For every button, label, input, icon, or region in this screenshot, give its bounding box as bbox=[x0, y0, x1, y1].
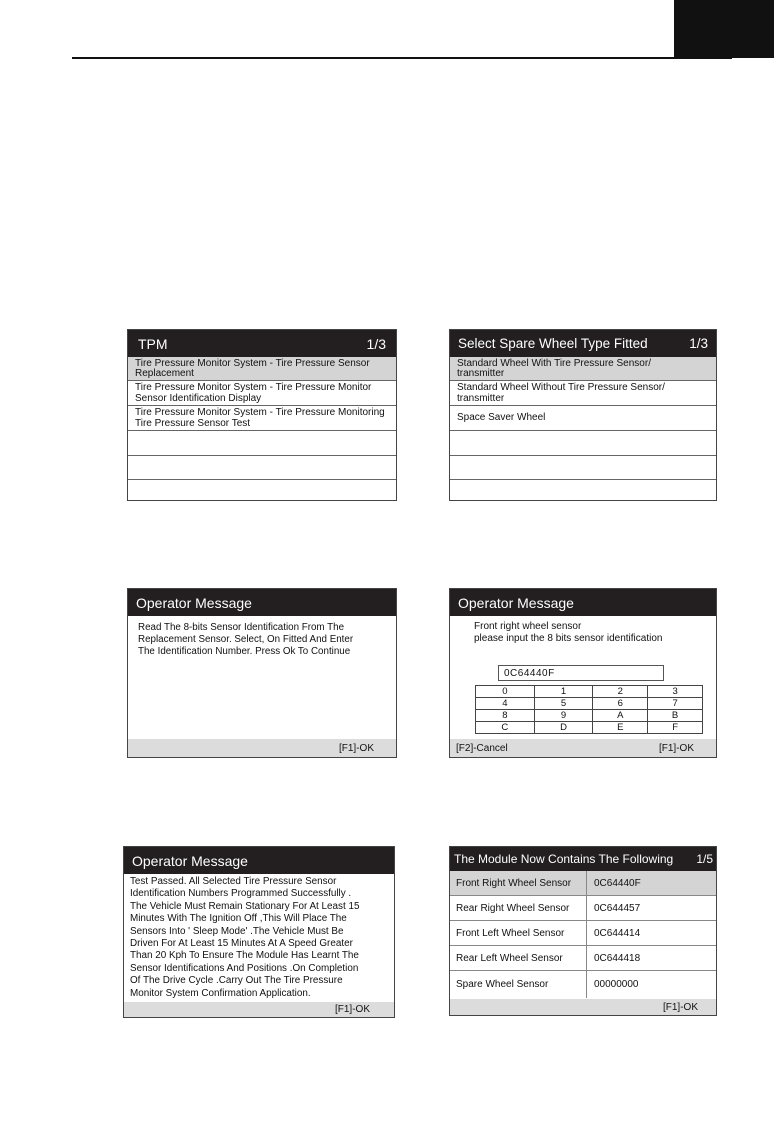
ok-button[interactable]: [F1]-OK bbox=[338, 742, 374, 754]
menu-item-empty[interactable] bbox=[450, 431, 716, 456]
page-indicator: 1/5 bbox=[696, 852, 713, 866]
menu-item-sensor-test[interactable] bbox=[128, 406, 396, 431]
key-c[interactable]: C bbox=[476, 722, 535, 734]
item-text: Replacement bbox=[135, 368, 194, 379]
header-rule bbox=[72, 57, 732, 59]
spare-wheel-screen bbox=[449, 329, 717, 501]
title-bar bbox=[450, 847, 716, 871]
menu-item-empty[interactable] bbox=[450, 456, 716, 480]
key-b[interactable]: B bbox=[648, 710, 703, 722]
sensor-name: Rear Right Wheel Sensor bbox=[450, 896, 587, 920]
operator-message-screen-input-id bbox=[449, 588, 717, 758]
screen-title: TPM bbox=[138, 335, 168, 352]
sensor-name: Rear Left Wheel Sensor bbox=[450, 946, 587, 970]
sensor-row-front-left[interactable] bbox=[450, 921, 716, 946]
screen-title: Select Spare Wheel Type Fitted bbox=[458, 336, 648, 351]
ok-button[interactable]: [F1]-OK bbox=[662, 1001, 698, 1013]
key-6[interactable]: 6 bbox=[593, 698, 648, 710]
message-line: Than 20 Kph To Ensure The Module Has Learnt The bbox=[130, 950, 359, 962]
key-0[interactable]: 0 bbox=[476, 686, 535, 698]
sensor-row-rear-right[interactable] bbox=[450, 896, 716, 921]
operator-message-screen-test-passed bbox=[123, 846, 395, 1018]
menu-item-space-saver[interactable] bbox=[450, 406, 716, 431]
menu-item-empty[interactable] bbox=[450, 480, 716, 501]
menu-item-standard-without-sensor[interactable] bbox=[450, 381, 716, 406]
title-bar bbox=[450, 330, 716, 357]
menu-list bbox=[128, 357, 396, 501]
menu-item-empty[interactable] bbox=[128, 431, 396, 456]
key-5[interactable]: 5 bbox=[534, 698, 593, 710]
sensor-id: 0C644457 bbox=[594, 902, 641, 914]
cancel-button[interactable]: [F2]-Cancel bbox=[456, 742, 508, 754]
item-text: Standard Wheel Without Tire Pressure Sensor/ bbox=[457, 382, 665, 393]
title-bar bbox=[128, 589, 396, 616]
footer-bar bbox=[450, 739, 716, 757]
message-body bbox=[128, 622, 396, 658]
title-bar bbox=[124, 847, 394, 874]
sensor-id: 0C644418 bbox=[594, 952, 641, 964]
item-text: Standard Wheel With Tire Pressure Sensor/ bbox=[457, 357, 651, 369]
message-line: The Identification Number. Press Ok To Continue bbox=[138, 646, 351, 657]
menu-item-empty[interactable] bbox=[128, 456, 396, 480]
screen-title: Operator Message bbox=[458, 594, 574, 611]
key-8[interactable]: 8 bbox=[476, 710, 535, 722]
menu-item-sensor-id-display[interactable] bbox=[128, 381, 396, 406]
message-line: Identification Numbers Programmed Successfully . bbox=[130, 888, 352, 900]
page-corner-tab bbox=[674, 0, 774, 58]
key-e[interactable]: E bbox=[593, 722, 648, 734]
message-body bbox=[124, 876, 394, 1000]
menu-item-standard-with-sensor[interactable] bbox=[450, 357, 716, 381]
key-9[interactable]: 9 bbox=[534, 710, 593, 722]
sensor-name: Front Left Wheel Sensor bbox=[450, 921, 587, 945]
message-line: Front right wheel sensor bbox=[474, 621, 582, 632]
key-4[interactable]: 4 bbox=[476, 698, 535, 710]
title-bar bbox=[128, 330, 396, 357]
page-indicator: 1/3 bbox=[689, 336, 708, 351]
footer-bar bbox=[124, 1002, 394, 1017]
item-text: Tire Pressure Monitor System - Tire Pressure Monitor bbox=[135, 382, 372, 393]
key-1[interactable]: 1 bbox=[534, 686, 593, 698]
message-line: Sensors Into ' Sleep Mode' .The Vehicle Must Be bbox=[130, 925, 344, 937]
screen-title: Operator Message bbox=[132, 852, 248, 869]
item-text: transmitter bbox=[457, 392, 505, 404]
message-line: Minutes With The Ignition Off ,This Will Place The bbox=[130, 913, 347, 925]
item-text: Tire Pressure Monitor System - Tire Pressure Monitoring bbox=[135, 407, 385, 418]
sensor-id: 00000000 bbox=[594, 979, 639, 990]
footer-bar bbox=[128, 739, 396, 757]
sensor-row-rear-left[interactable] bbox=[450, 946, 716, 971]
key-3[interactable]: 3 bbox=[648, 686, 703, 698]
menu-item-sensor-replacement[interactable] bbox=[128, 357, 396, 381]
key-f[interactable]: F bbox=[648, 722, 703, 734]
key-2[interactable]: 2 bbox=[593, 686, 648, 698]
hex-keypad bbox=[475, 685, 703, 734]
sensor-id-input[interactable]: 0C64440F bbox=[498, 665, 664, 681]
operator-message-screen-read-id bbox=[127, 588, 397, 758]
message-line: Test Passed. All Selected Tire Pressure Sensor bbox=[130, 876, 337, 887]
message-line: Monitor System Confirmation Application. bbox=[130, 987, 311, 999]
sensor-table bbox=[450, 871, 716, 998]
menu-list bbox=[450, 357, 716, 501]
screen-title: Operator Message bbox=[136, 594, 252, 611]
sensor-row-spare[interactable] bbox=[450, 971, 716, 998]
message-line: Driven For At Least 15 Minutes At A Speed Greater bbox=[130, 938, 353, 950]
sensor-id: 0C64440F bbox=[594, 877, 641, 889]
tpm-menu-screen bbox=[127, 329, 397, 501]
sensor-name: Spare Wheel Sensor bbox=[450, 971, 587, 998]
sensor-name: Front Right Wheel Sensor bbox=[450, 871, 587, 895]
sensor-id: 0C644414 bbox=[594, 927, 641, 939]
key-d[interactable]: D bbox=[534, 722, 593, 734]
message-line: The Vehicle Must Remain Stationary For At Least 15 bbox=[130, 900, 360, 912]
message-line: Read The 8-bits Sensor Identification From The bbox=[138, 622, 345, 633]
item-text: Tire Pressure Monitor System - Tire Pressure Sensor bbox=[135, 357, 370, 369]
message-body bbox=[450, 621, 716, 645]
message-line: please input the 8 bits sensor identification bbox=[474, 633, 663, 644]
ok-button[interactable]: [F1]-OK bbox=[658, 742, 694, 754]
sensor-row-front-right[interactable] bbox=[450, 871, 716, 896]
item-text: Space Saver Wheel bbox=[457, 412, 546, 424]
message-line: Replacement Sensor. Select, On Fitted And Enter bbox=[138, 634, 354, 645]
key-7[interactable]: 7 bbox=[648, 698, 703, 710]
key-a[interactable]: A bbox=[593, 710, 648, 722]
page-indicator: 1/3 bbox=[366, 335, 386, 352]
item-text: transmitter bbox=[457, 368, 505, 379]
message-line: Sensor Identifications And Positions .On Completion bbox=[130, 962, 359, 974]
module-contents-screen bbox=[449, 846, 717, 1016]
footer-bar bbox=[450, 999, 716, 1015]
ok-button[interactable]: [F1]-OK bbox=[334, 1004, 370, 1015]
item-text: Sensor Identification Display bbox=[135, 392, 262, 404]
item-text: Tire Pressure Sensor Test bbox=[135, 417, 251, 429]
title-bar bbox=[450, 589, 716, 616]
message-line: Of The Drive Cycle .Carry Out The Tire Pressure bbox=[130, 975, 343, 987]
screen-title: The Module Now Contains The Following bbox=[454, 852, 674, 866]
menu-item-empty[interactable] bbox=[128, 480, 396, 501]
